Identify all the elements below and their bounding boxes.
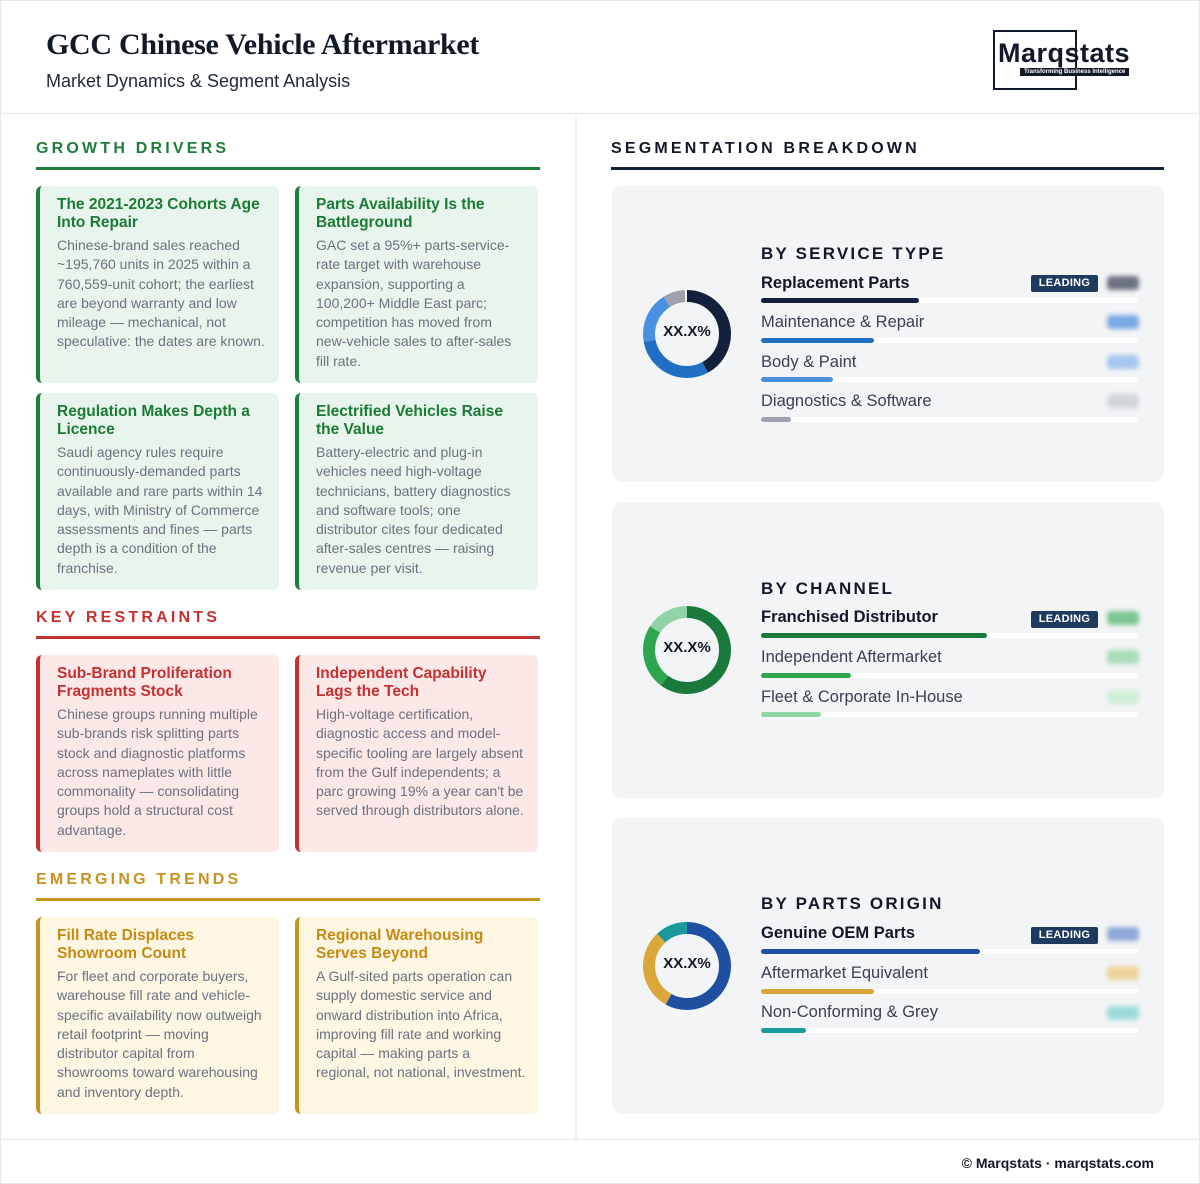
header [0,0,1200,114]
driver-card-2 [295,186,538,383]
card-body: GAC set a 95%+ parts-service-rate target with warehouse expansion, supporting a 100,200+ Middle East parc; competition has moved from new-vehicle sales to after-sales fill rate. [316,237,512,369]
bar-fill [761,989,874,994]
segment-title: BY CHANNEL [761,579,895,598]
leading-badge: LEADING [1031,927,1098,944]
bar-fill [761,417,791,422]
driver-card-3 [36,393,279,590]
blurred-value [1107,394,1139,408]
footer-credit: © Marqstats · marqstats.com [961,1155,1154,1171]
blurred-value [1107,927,1139,941]
segmentation-heading: SEGMENTATION BREAKDOWN [611,140,920,157]
growth-drivers-heading: GROWTH DRIVERS [36,140,230,157]
donut-center-label: XX.X% [663,955,711,972]
bar-track [761,1028,1138,1033]
card-body: Chinese-brand sales reached ~195,760 units in 2025 within a 760,559-unit cohort; the earliest are beyond warranty and low mileage — mechanical, not speculative: the dates are known. [57,237,265,350]
card-body: High-voltage certification, diagnostic access and model-specific tooling are largely absent from the Gulf independents; a parc growing 19% a year can't be served through distributors alone. [316,706,524,819]
segment-row-label: Body & Paint [761,353,857,371]
donut-center-label: XX.X% [663,639,711,656]
bar-fill [761,1028,806,1033]
card-title: Fill Rate Displaces Showroom Count [57,927,194,962]
footer [0,1139,1200,1184]
emerging-trends-rule [36,898,540,901]
card-title: Regulation Makes Depth a Licence [57,403,250,438]
segment-row-label: Maintenance & Repair [761,313,925,331]
card-body: Battery-electric and plug-in vehicles need high-voltage technicians, battery diagnostics and software tools; one distributor cites four dedicated after-sales centres — raising revenue per visit. [316,444,511,576]
segment-title: BY SERVICE TYPE [761,244,946,263]
segment-row-label: Replacement Parts [761,274,910,292]
donut-center-label: XX.X% [663,323,711,340]
bar-fill [761,377,833,382]
segment-row-label: Non-Conforming & Grey [761,1003,938,1021]
segment-row-label: Franchised Distributor [761,608,938,626]
blurred-value [1107,315,1139,329]
blurred-value [1107,611,1139,625]
driver-card-4 [295,393,538,590]
leading-badge: LEADING [1031,275,1098,292]
page-subtitle: Market Dynamics & Segment Analysis [46,71,351,91]
column-divider [575,114,577,1140]
key-restraints-rule [36,636,540,639]
trend-card-2 [295,917,538,1114]
blurred-value [1107,690,1139,704]
card-title: The 2021-2023 Cohorts Age Into Repair [57,196,260,231]
growth-drivers-rule [36,167,540,170]
segment-row-label: Diagnostics & Software [761,392,932,410]
bar-fill [761,338,874,343]
blurred-value [1107,276,1139,290]
segment-row-label: Aftermarket Equivalent [761,964,928,982]
segment-row-label: Independent Aftermarket [761,648,942,666]
card-body: Chinese groups running multiple sub-brands risk splitting parts stock and diagnostic platforms across nameplates with little commonality — consolidating groups hold a structural cost advantage. [57,706,258,838]
driver-card-1 [36,186,279,383]
logo: Marqstats [998,38,1131,68]
blurred-value [1107,650,1139,664]
card-body: For fleet and corporate buyers, warehouse fill rate and vehicle-specific availability now outweigh retail footprint — moving distributor capital from showrooms toward warehousing and inventory depth. [57,968,262,1100]
card-body: A Gulf-sited parts operation can supply domestic service and onward distribution into Africa, improving fill rate and working capital — making parts a regional, not national, investment. [316,968,526,1081]
logo-tagline: Transforming Business Intelligence [1020,68,1129,76]
bar-fill [761,712,821,717]
emerging-trends-heading: EMERGING TRENDS [36,871,242,888]
segment-row-label: Genuine OEM Parts [761,924,916,942]
blurred-value [1107,1006,1139,1020]
bar-track [761,417,1138,422]
blurred-value [1107,966,1139,980]
leading-badge: LEADING [1031,611,1098,628]
restraint-card-2 [295,655,538,852]
card-body: Saudi agency rules require continuously-demanded parts available and rare parts within 14 days, with Ministry of Commerce assessments and fines — parts depth is a condition of the franchise. [57,444,263,576]
segmentation-rule [611,167,1164,170]
bar-fill [761,949,980,954]
key-restraints-heading: KEY RESTRAINTS [36,609,221,626]
card-title: Sub-Brand Proliferation Fragments Stock [57,665,232,700]
page-title: GCC Chinese Vehicle Aftermarket [46,28,480,61]
trend-card-1 [36,917,279,1114]
bar-fill [761,633,987,638]
card-title: Independent Capability Lags the Tech [316,665,487,700]
segment-title: BY PARTS ORIGIN [761,894,944,913]
bar-fill [761,673,851,678]
bar-fill [761,298,919,303]
restraint-card-1 [36,655,279,852]
blurred-value [1107,355,1139,369]
card-title: Electrified Vehicles Raise the Value [316,403,503,438]
card-title: Regional Warehousing Serves Beyond [316,927,484,962]
segment-row-label: Fleet & Corporate In-House [761,688,963,706]
card-title: Parts Availability Is the Battleground [316,196,485,231]
